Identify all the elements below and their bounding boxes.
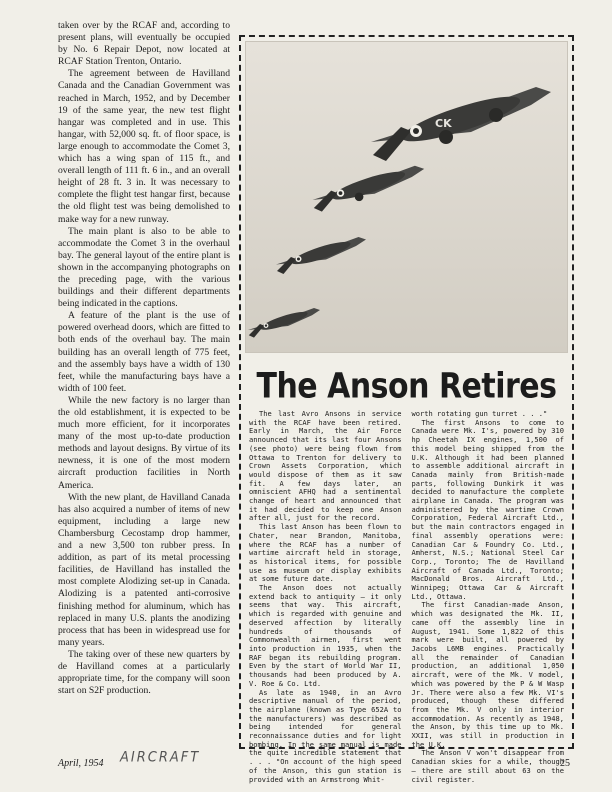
article-columns bbox=[245, 410, 568, 784]
page-number: 25 bbox=[560, 758, 570, 769]
article-paragraph: The Anson does not actually extend back to antiquity — it only seems that way. This aircraft, which is regarded with genuine and deserved affection by literally hundreds of thousands of Commonwealth airmen, first went into production in 1935, when the RAF began its rebuilding program. Even by the start of World War II, thousands had been produced by A. V. Roe & Co. Ltd. bbox=[249, 583, 402, 688]
article-paragraph: The last Avro Ansons in service with the RCAF have been retired. Early in March, the Air Force announced that its last four Ansons (see photo) were being flown from Ottawa to Trenton for delivery to Crown Assets Corporation, which would dispose of them as it saw fit. A few days later, an omniscient AFHQ had a sentimental change of heart and announced that it had decided to keep one Anson after all, just for the record. bbox=[249, 409, 402, 523]
footer-magazine-name: AIRCRAFT bbox=[120, 749, 201, 766]
left-paragraph: A feature of the plant is the use of powered overhead doors, which are fitted to both ends of the overhaul bay. The main building has an overall length of 775 feet, and the assembly bays have a width of 130 feet, while the manufacturing bays have a width of 100 feet. bbox=[58, 310, 230, 394]
article-headline: The Anson Retires bbox=[256, 366, 557, 407]
left-paragraph: The taking over of these new quarters by de Havilland comes at a particularly appropriate time, for the company will soon start on S2F production. bbox=[58, 648, 230, 697]
article-paragraph: The Anson V won't disappear from Canadian skies for a while, though — there are still about 63 on the civil register. bbox=[411, 748, 564, 784]
article-paragraph: The first Canadian-made Anson, which was designated the Mk. II, came off the assembly line in August, 1941. Some 1,822 of this mark were built, all powered by Jacobs L6MB engines. Practically all the remainder of Canadian production, an additional 1,050 aircraft, were of the Mk. V model, which was powered by the P & W Wasp Jr. There were also a few Mk. VI's produced, though these differed from the Mk. V only in interior accommodation. As recently as 1948, the Anson, by this time up to Mk. XXII, was still in production in the U.K. bbox=[411, 600, 564, 749]
left-paragraph: taken over by the RCAF and, according to present plans, will eventually be occupied by No. 6 Repair Depot, now located at RCAF Station Trenton, Ontario. bbox=[58, 20, 230, 68]
footer-date: April, 1954 bbox=[58, 758, 104, 769]
left-paragraph: While the new factory is no larger than the old establishment, it is expected to be much more efficient, for it incorporates many of the most up-to-date production methods and layout designs. By virtue of its newness, it is one of the most modern aircraft production facilities in North America. bbox=[58, 394, 230, 491]
article-paragraph: As late as 1940, in an Avro descriptive manual of the period, the airplane (known as Type 652A to the manufacturers) was described as being intended for general reconnaissance duties and for light bombing. In the same manual is made the quite incredible statement that . . . "On account of the high speed of the Anson, this gun station is provided with an Armstrong Whit- bbox=[249, 687, 402, 784]
left-article bbox=[58, 20, 230, 697]
article-column-1 bbox=[249, 410, 402, 784]
aircraft-code-marking: CK bbox=[435, 117, 452, 130]
aircraft-formation-illustration bbox=[246, 42, 568, 352]
article-paragraph: worth rotating gun turret . . ." bbox=[411, 409, 548, 418]
left-paragraph: The agreement between de Havilland Canada and the Canadian Government was reached in March, 1952, and by December 19 of the same year, the new test flight hangar was completed and in use. This hangar, with 52,000 sq. ft. of floor space, is large enough to accommodate the Comet 3, which has a wing span of 115 ft., and overall length of 111 ft. 6 in., and an overall height of 28 ft. 3 in. It was necessary to complete the flight test hangar first, because the old flight test was being demolished to make way for a new runway. bbox=[58, 68, 230, 225]
left-paragraph: With the new plant, de Havilland Canada has also acquired a number of items of new equipment, including a large new Chambersburg Cecostamp drop hammer, and a new 3,500 ton rubber press. In addition, as part of its metal processing facilities, de Havilland has installed the most complete Alodizing set-up in Canada. Alodizing is a patented anti-corrosive finishing method for aluminum, which has replaced in many U.S. plants the anodizing process that has been in widespread use for many years. bbox=[58, 491, 230, 648]
article-paragraph: The first Ansons to come to Canada were Mk. I's, powered by 310 hp Cheetah IX engines, 1,500 of this model being shipped from the U.K. Although it had been planned to assemble additional aircraft in Canada mainly from British-made parts, following Dunkirk it was decided to manufacture the complete airplane in Canada. The program was administered by the wartime Crown Corporation, Federal Aircraft Ltd., but the main contractors engaged in final assembly operations were: Canadian Car & Foundry Co. Ltd., Amherst, N.S.; National Steel Car Corp., Toronto; The de Havilland Aircraft of Canada Ltd., Toronto; MacDonald Bros. Aircraft Ltd., Winnipeg; Ottawa Car & Aircraft Ltd., Ottawa. bbox=[411, 417, 564, 601]
left-paragraph: The main plant is also to be able to accommodate the Comet 3 in the overhaul bay. The general layout of the entire plant is shown in the accompanying photographs on the preceding page, with the various buildings and their different departments being indicated in the captions. bbox=[58, 225, 230, 310]
anson-formation-photo bbox=[245, 41, 568, 353]
article-column-2 bbox=[412, 410, 565, 784]
article-paragraph: This last Anson has been flown to Chater, near Brandon, Manitoba, where the RCAF has a number of wartime aircraft held in storage, as historical items, for possible use as museum or display exhibits at some future date. bbox=[249, 522, 402, 584]
